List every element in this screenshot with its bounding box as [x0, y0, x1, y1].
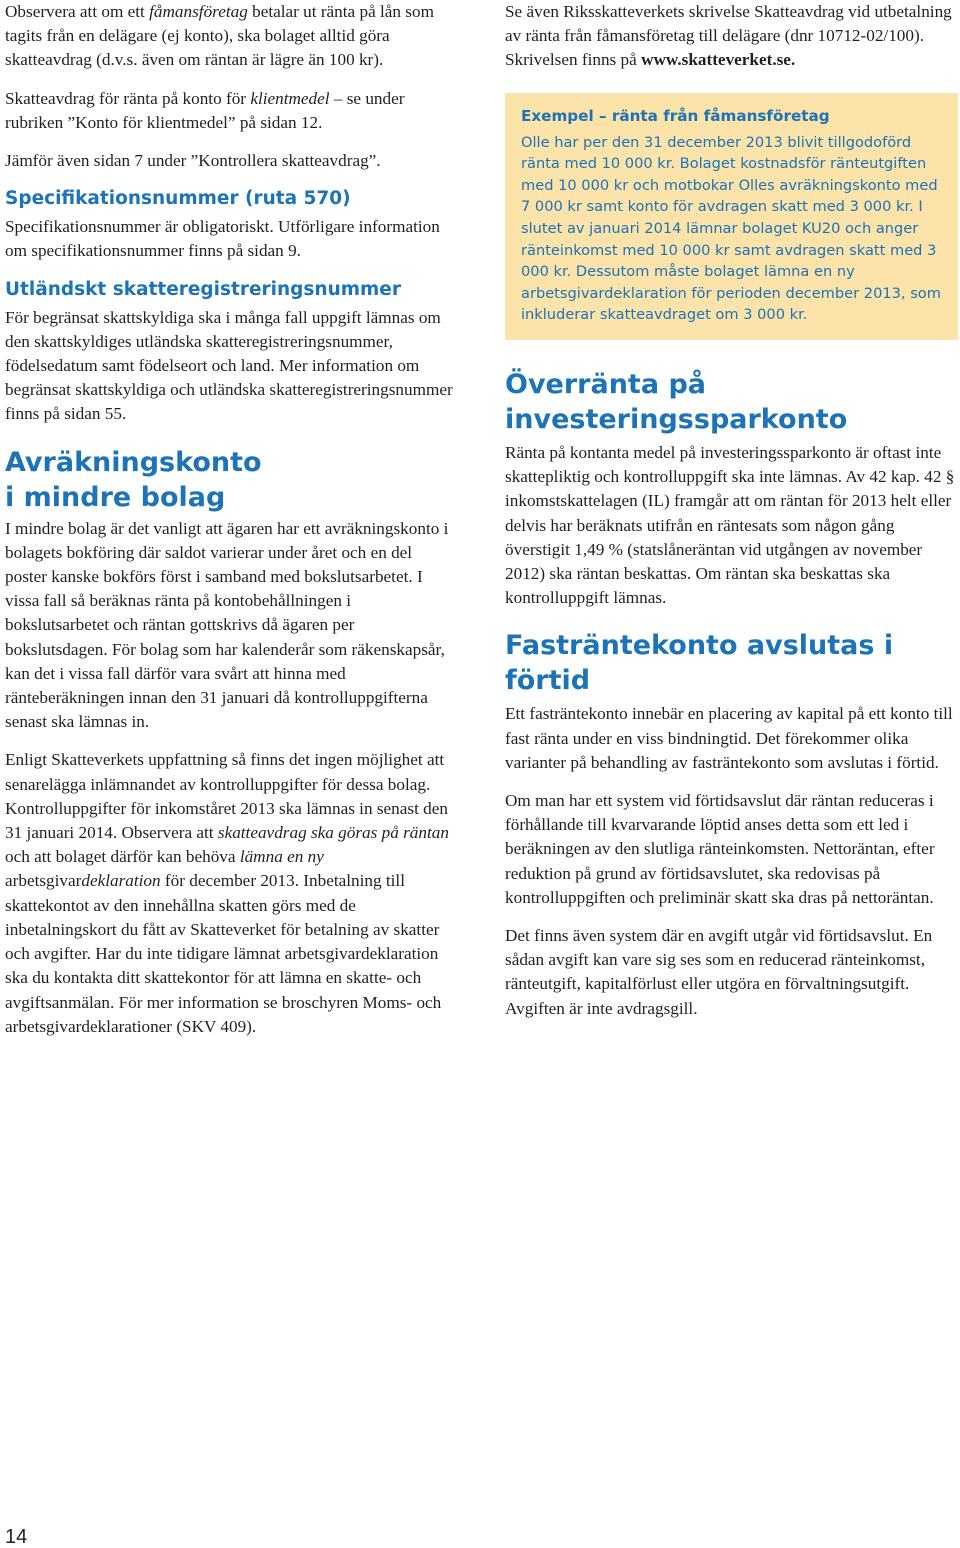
example-box: [505, 93, 958, 340]
paragraph-klientmedel: Skatteavdrag för ränta på konto för klientmedel – se under rubriken ”Konto för klientmedel” på sidan 12.: [5, 88, 405, 132]
paragraph-riksskatteverket: Se även Riksskatteverkets skrivelse Skatteavdrag vid utbetalning av ränta från fåmansföretag till delägare (dnr 10712-02/100). Skrivelsen finns på www.skatteverket.se.: [505, 2, 952, 70]
paragraph-fastrantekonto-3: Det finns även system där en avgift utgår vid förtidsavslut. En sådan avgift kan vare sig ses som en reducerad ränteinkomst, ränteutgift, kapitalförlust eller utgöra en förvaltningsutgift. Avgiften är inte avdragsgill.: [505, 926, 933, 1018]
paragraph-avrakningskonto-2: Enligt Skatteverkets uppfattning så finns det ingen möjlighet att senarelägga inlämnandet av kontrolluppgifter för dessa bolag. Kontrolluppgifter för inkomståret 2013 ska lämnas in senast den 31 januari 2014. Observera att skatteavdrag ska göras på räntan och att bolaget därför kan behöva lämna en ny arbetsgivardeklaration för december 2013. Inbetalning till skattekontot av den innehållna skatten görs med de inbetalningskort du fått av Skatteverket för betalning av skatter och avgifter. Har du inte tidigare lämnat arbetsgivardeklaration ska du kontakta ditt skattekontor för att lämna en skatte- och avgiftsanmälan. För mer information se broschyren Moms- och arbetsgivardeklarationer (SKV 409).: [5, 750, 449, 1036]
paragraph-specifikationsnummer: Specifikationsnummer är obligatoriskt. Utförligare information om specifikationsnummer finns på sidan 9.: [5, 217, 440, 261]
heading-fastrantekonto: Fasträntekonto avslutas i förtid: [505, 630, 894, 697]
heading-utlandskt-nummer: Utländskt skatteregistreringsnummer: [5, 278, 401, 300]
page-number: 14: [5, 1526, 28, 1548]
skatteverket-link[interactable]: www.skatteverket.se.: [641, 50, 796, 70]
paragraph-utlandskt-nummer: För begränsat skattskyldiga ska i många fall uppgift lämnas om den skattskyldiges utländska skatteregistreringsnummer, födelsedatum samt födelseort och land. Mer information om begränsat skattskyldiga och utländska skatteregistreringsnummer finns på sidan 55.: [5, 307, 453, 424]
heading-avrakningskonto: Avräkningskonto i mindre bolag: [5, 446, 262, 513]
right-column: [505, 0, 958, 1021]
heading-specifikationsnummer: Specifikationsnummer (ruta 570): [5, 188, 351, 210]
left-column: [5, 0, 453, 1039]
heading-overranta: Överränta på investeringssparkonto: [505, 368, 848, 435]
paragraph-famansforetag: Observera att om ett fåmansföretag betalar ut ränta på lån som tagits från en delägare (ej konto), ska bolaget alltid göra skatteavdrag (d.v.s. även om räntan är lägre än 100 kr).: [5, 2, 434, 70]
paragraph-avrakningskonto-1: I mindre bolag är det vanligt att ägaren har ett avräkningskonto i bolagets bokföring där saldot varierar under året och en del poster kanske bokförs först i samband med bokslutsarbetet. I vissa fall så beräknas ränta på kontobehållningen i bokslutsarbetet och räntan gottskrivs då ägaren per bokslutsdagen. För bolag som har kalenderår som räkenskapsår, kan det i vissa fall därför vara svårt att hinna med ränteberäkningen innan den 31 januari då kontrolluppgifterna senast ska lämnas in.: [5, 518, 449, 732]
paragraph-jamfor: Jämför även sidan 7 under ”Kontrollera skatteavdrag”.: [5, 151, 381, 171]
example-box-body: Olle har per den 31 december 2013 blivit tillgodoförd ränta med 10 000 kr. Bolaget kostnadsför ränteutgiften med 10 000 kr och motbokar Olles avräkningskonto med 7 000 kr samt konto för avdragen skatt med 3 000 kr. I slutet av januari 2014 lämnar bolaget KU20 och anger ränteinkomst med 10 000 kr samt avdragen skatt med 3 000 kr. Dessutom måste bolaget lämna en ny arbetsgivardeklaration för perioden december 2013, som inkluderar skatteavdraget om 3 000 kr.: [521, 133, 941, 324]
paragraph-overranta: Ränta på kontanta medel på investeringssparkonto är oftast inte skattepliktig och kontrolluppgift ska inte lämnas. Av 42 kap. 42 § inkomstskattelagen (IL) framgår att om räntan för 2013 helt eller delvis har beräknats utifrån en räntesats som någon gång överstigit 1,49 % (statslåneräntan vid utgången av november 2012) ska räntan beskattas. Om räntan ska beskattas ska kontrolluppgift lämnas.: [505, 442, 955, 608]
paragraph-fastrantekonto-2: Om man har ett system vid förtidsavslut där räntan reduceras i förhållande till kvarvarande löptid anses detta som ett led i beräkningen av den slutliga ränteinkomsten. Nettoräntan, efter reduktion på grund av förtidsavslutet, ska redovisas på kontrolluppgiften och preliminär skatt ska dras på nettoräntan.: [505, 790, 935, 907]
paragraph-fastrantekonto-1: Ett fasträntekonto innebär en placering av kapital på ett konto till fast ränta under en viss bindningtid. Det förekommer olika varianter på behandling av fasträntekonto som avslutas i förtid.: [505, 704, 953, 772]
example-box-title: Exempel – ränta från fåmansföretag: [521, 106, 830, 125]
